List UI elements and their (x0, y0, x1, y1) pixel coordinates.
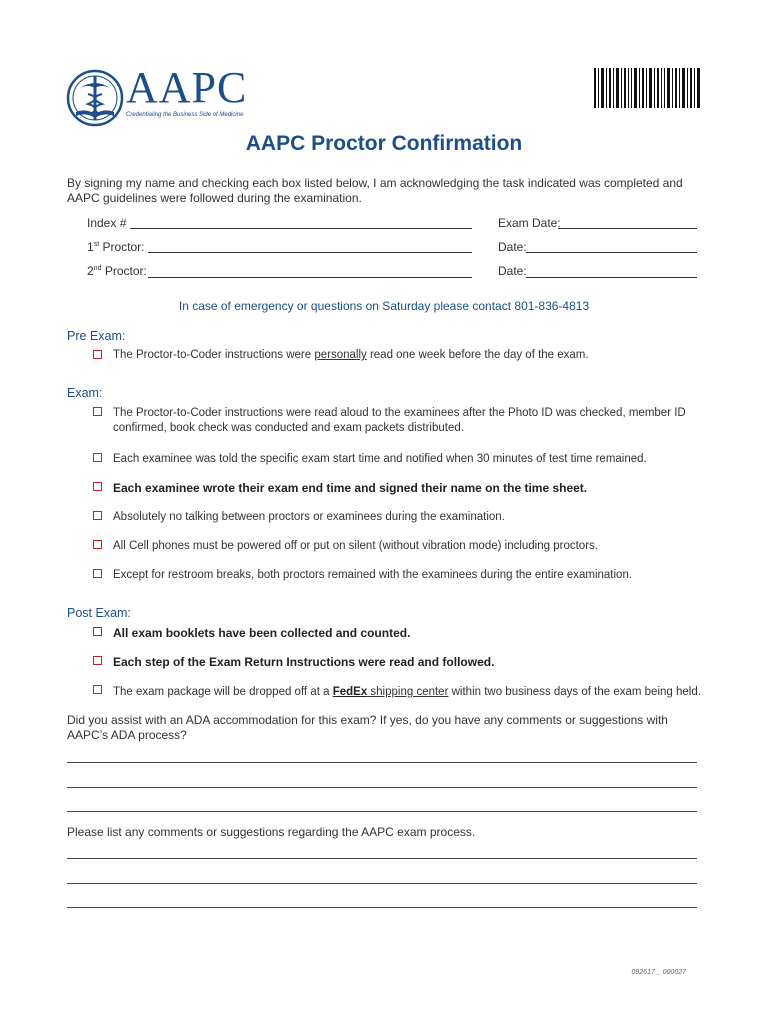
exam-item-6: Except for restroom breaks, both proctors remained with the examinees during the entire examination. (113, 569, 633, 581)
ada-answer-line-2[interactable] (67, 787, 697, 788)
exam-item-3: Each examinee wrote their exam end time and signed their name on the time sheet. (113, 481, 588, 495)
date2-field[interactable] (526, 277, 697, 278)
date1-field[interactable] (526, 252, 697, 253)
logo-wordmark: AAPC (126, 63, 248, 112)
pre-exam-checkbox-1[interactable] (93, 350, 102, 359)
proctor1-field[interactable] (148, 252, 472, 253)
post-exam-checkbox-2[interactable] (93, 656, 102, 665)
exam-checkbox-2[interactable] (93, 453, 102, 462)
aapc-logo (66, 63, 248, 130)
pre-exam-heading: Pre Exam: (67, 329, 126, 343)
barcode-icon (594, 68, 702, 108)
exam-item-5: All Cell phones must be powered off or put on silent (without vibration mode) including proctors. (113, 540, 598, 552)
date1-label: Date: (498, 240, 527, 254)
proctor2-field[interactable] (148, 277, 472, 278)
exam-checkbox-4[interactable] (93, 511, 102, 520)
exam-item-1: The Proctor-to-Coder instructions were read aloud to the examinees after the Photo ID was checked, member ID confirmed, book check was conducted and exam packets distributed. (113, 407, 686, 434)
form-code: 092617 _ 000027 (631, 969, 686, 976)
ada-answer-line-1[interactable] (67, 762, 697, 763)
exam-item-2: Each examinee was told the specific exam start time and notified when 30 minutes of test time remained. (113, 453, 647, 465)
index-label: Index # (87, 216, 127, 230)
ada-answer-line-3[interactable] (67, 811, 697, 812)
page-title: AAPC Proctor Confirmation (245, 132, 523, 155)
post-exam-checkbox-3[interactable] (93, 685, 102, 694)
index-field[interactable] (130, 228, 472, 229)
logo-tagline: Credentialing the Business Side of Medicine (126, 112, 244, 118)
exam-item-4: Absolutely no talking between proctors or examinees during the examination. (113, 511, 505, 523)
post-exam-heading: Post Exam: (67, 606, 131, 620)
comments-line-3[interactable] (67, 907, 697, 908)
ada-question: Did you assist with an ADA accommodation for this exam? If yes, do you have any comments or suggestions with AAPC’s ADA process? (67, 713, 668, 742)
exam-checkbox-3[interactable] (93, 482, 102, 491)
emergency-contact: In case of emergency or questions on Saturday please contact 801-836-4813 (178, 299, 590, 313)
exam-date-field[interactable] (558, 228, 697, 229)
post-exam-item-2: Each step of the Exam Return Instructions were read and followed. (113, 655, 495, 669)
exam-checkbox-6[interactable] (93, 569, 102, 578)
pre-exam-item-1: The Proctor-to-Coder instructions were personally read one week before the day of the exam. (113, 349, 589, 361)
comments-line-1[interactable] (67, 858, 697, 859)
caduceus-seal-icon (66, 68, 124, 128)
exam-heading: Exam: (67, 386, 103, 400)
exam-checkbox-1[interactable] (93, 407, 102, 416)
date2-label: Date: (498, 264, 527, 278)
post-exam-checkbox-1[interactable] (93, 627, 102, 636)
exam-date-label: Exam Date: (498, 216, 561, 230)
post-exam-item-3: The exam package will be dropped off at a FedEx shipping center within two business days of the exam being held. (113, 686, 701, 698)
intro-text: By signing my name and checking each box listed below, I am acknowledging the task indicated was completed and AAPC guidelines were followed during the examination. (67, 176, 683, 205)
proctor1-label: 1st Proctor: (87, 240, 145, 254)
post-exam-item-1: All exam booklets have been collected and counted. (113, 626, 411, 640)
proctor2-label: 2nd Proctor: (87, 264, 147, 278)
comments-question: Please list any comments or suggestions regarding the AAPC exam process. (67, 825, 476, 839)
exam-checkbox-5[interactable] (93, 540, 102, 549)
comments-line-2[interactable] (67, 883, 697, 884)
